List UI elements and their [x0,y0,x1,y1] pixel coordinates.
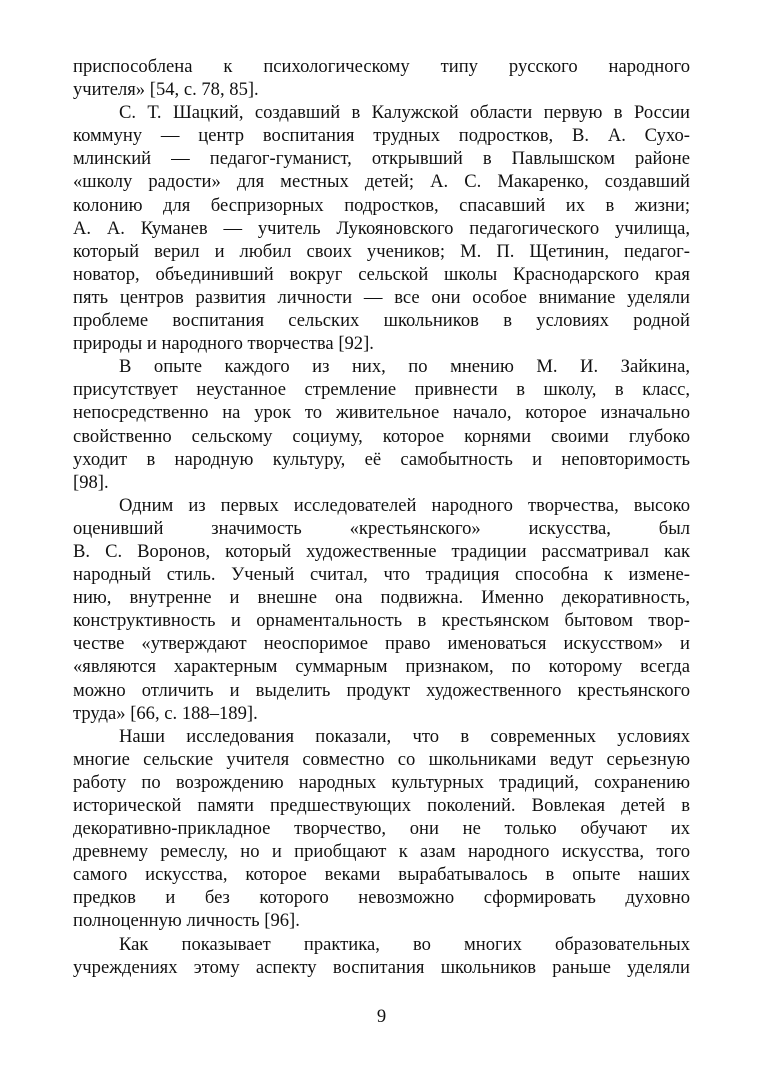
text-line: нию, внутренне и внешне она подвижна. Именно декоративность, [73,587,690,609]
text-line: можно отличить и выделить продукт художественного крестьянского [73,679,690,701]
text-line: коммуну — центр воспитания трудных подростков, В. А. Сухо- [73,125,690,147]
text-line: природы и народного творчества [92]. [73,333,374,355]
text-line: полноценную личность [96]. [73,910,300,932]
paragraph-6 [73,933,690,979]
text-line: «школу радости» для местных детей; А. С. Макаренко, создавший [73,171,690,193]
text-line: проблеме воспитания сельских школьников в условиях родной [73,310,690,332]
text-line: С. Т. Шацкий, создавший в Калужской области первую в России [119,102,690,124]
page-number: 9 [376,1006,387,1027]
text-line: исторической памяти предшествующих поколений. Вовлекая детей в [73,795,690,816]
text-line: пять центров развития личности — все они особое внимание уделяли [73,286,690,308]
text-line: [98]. [73,471,109,493]
paragraph-2 [73,101,690,355]
paragraph-1 [73,55,690,101]
text-line: предков и без которого невозможно сформировать духовно [73,887,690,909]
text-line: «являются характерным суммарным признаком, по которому всегда [73,656,690,678]
paragraph-3 [73,355,690,494]
document-body [73,55,690,979]
text-line: свойственно сельскому социуму, которое корнями своими глубоко [73,425,690,447]
text-line: труда» [66, с. 188–189]. [73,702,258,724]
text-line: колонию для беспризорных подростков, спасавший их в жизни; [73,194,690,216]
text-line: приспособлена к психологическому типу русского народного [73,56,690,77]
text-line: В опыте каждого из них, по мнению М. И. Зайкина, [119,356,690,378]
text-line: самого искусства, которое веками вырабатывалось в опыте наших [73,864,690,886]
text-line: присутствует неустанное стремление привнести в школу, в класс, [73,379,690,401]
text-line: декоративно-прикладное творчество, они не только обучают их [73,818,690,840]
text-line: работу по возрождению народных культурных традиций, сохранению [73,771,690,793]
text-line: честве «утверждают неоспоримое право именоваться искусством» и [73,633,690,655]
paragraph-4 [73,494,690,725]
text-line: Наши исследования показали, что в современных условиях [119,725,690,747]
text-line: который верил и любил своих учеников; М. П. Щетинин, педагог- [73,240,690,262]
text-line: народный стиль. Ученый считал, что традиция способна к измене- [73,564,690,586]
text-line: Как показывает практика, во многих образовательных [119,933,690,955]
text-line: учителя» [54, с. 78, 85]. [73,79,259,101]
text-line: Одним из первых исследователей народного творчества, высоко [119,494,690,516]
text-line: А. А. Куманев — учитель Лукояновского педагогического училища, [73,217,690,239]
text-line: уходит в народную культуру, её самобытность и неповторимость [73,448,690,470]
text-line: учреждениях этому аспекту воспитания школьников раньше уделяли [73,956,690,978]
text-line: непосредственно на урок то живительное начало, которое изначально [73,402,690,424]
text-line: оценивший значимость «крестьянского» искусства, был [73,517,690,539]
text-line: древнему ремеслу, но и приобщают к азам народного искусства, того [73,841,690,863]
text-line: многие сельские учителя совместно со школьниками ведут серьезную [73,748,690,770]
text-line: млинский — педагог-гуманист, открывший в Павлышском районе [73,148,690,170]
paragraph-5 [73,725,690,933]
text-line: конструктивность и орнаментальность в крестьянском бытовом твор- [73,610,690,632]
text-line: В. С. Воронов, который художественные традиции рассматривал как [73,540,690,562]
text-line: новатор, объединивший вокруг сельской школы Краснодарского края [73,263,690,285]
